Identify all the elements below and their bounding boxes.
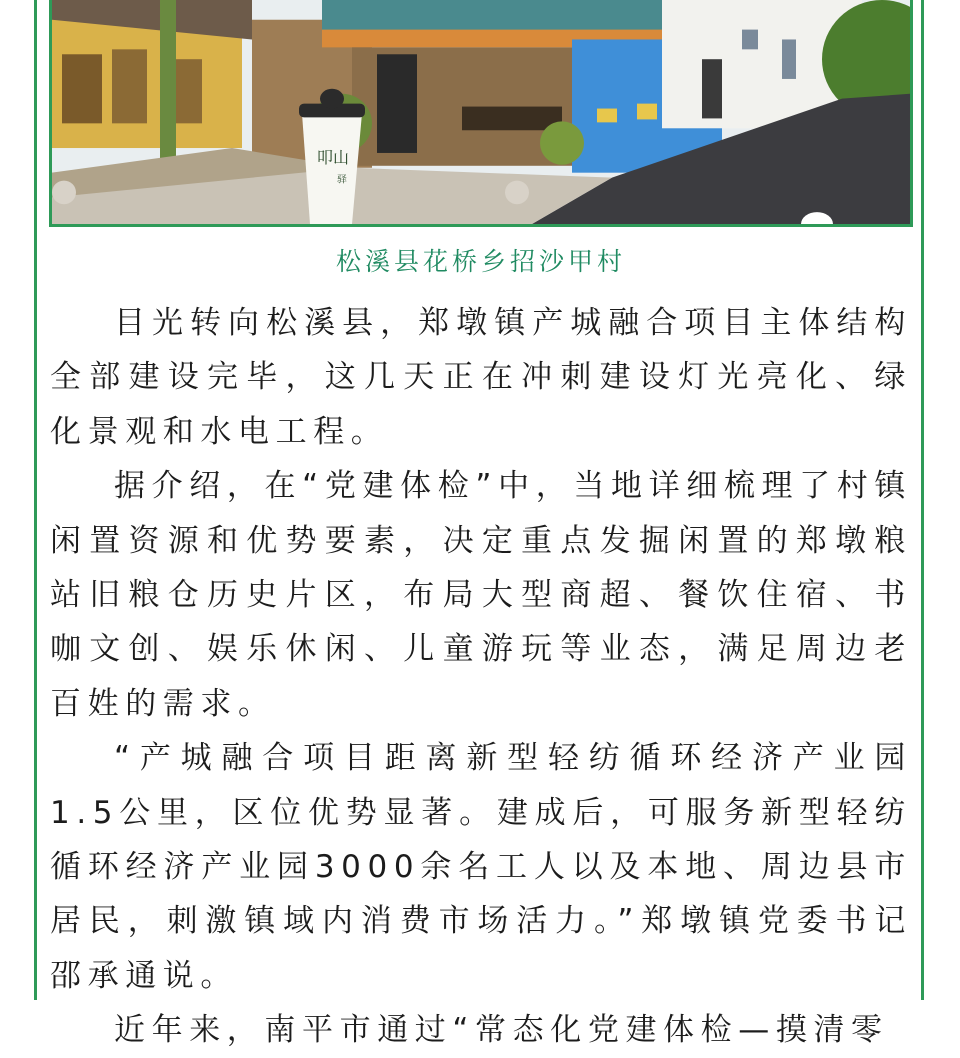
paragraph: 近年来，南平市通过“常态化党建体检—摸清零 [114,1012,889,1049]
cup-sub-text: 驿 [337,174,347,186]
street-photo [49,0,913,227]
paragraph: 目光转向松溪县，郑墩镇产城融合项目主体结构全部建设完毕，这几天正在冲刺建设灯光亮化、绿化景观和水电工程。 [50,305,912,450]
cup-brand-text: 叩山 [317,147,349,167]
paragraph: 据介绍，在“党建体检”中，当地详细梳理了村镇闲置资源和优势要素，决定重点发掘闲置的郑墩粮站旧粮仓历史片区，布局大型商超、餐饮住宿、书咖文创、娱乐休闲、儿童游玩等业态，满足周边老百姓的需求。 [50,468,912,722]
article-body [50,296,912,1058]
street-scene-illustration [52,0,910,224]
paragraph: “产城融合项目距离新型轻纺循环经济产业园1.5公里，区位优势显著。建成后，可服务新型轻纺循环经济产业园3000余名工人以及本地、周边县市居民，刺激镇域内消费市场活力。”郑墩镇党委书记邵承通说。 [50,740,912,994]
photo-caption: 松溪县花桥乡招沙甲村 [335,247,626,276]
